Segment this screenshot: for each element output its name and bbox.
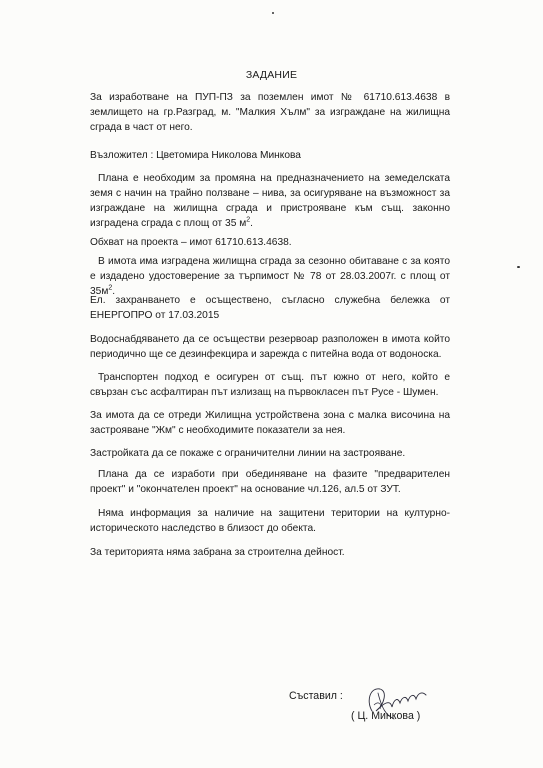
paragraph-buildup: Застройката да се покаже с ограничителни линии на застрояване. [90,448,406,459]
paragraph-existing-building-text: В имота има изградена жилищна сграда за сезонно обитаване с за която е издадено удостоверение за търпимост № 78 от 28.03.2007г. с площ от 35м [90,256,450,297]
area-period: . [112,286,116,297]
paragraph-need-text: Плана е необходим за промяна на предназначението на земеделската земя с начин на трайно ползване – нива, за осигуряване на възможност за изграждане на жилищна сграда и пристрояване към същ. законно изградена сграда с площ от 35 м [90,173,450,229]
paragraph-scope: Обхват на проекта – имот 61710.613.4638. [90,237,292,248]
paragraph-electricity: Ел. захранването е осъществено, съгласно служебна бележка от ЕНЕРГОПРО от 17.03.2015 [90,295,450,321]
area-superscript: 2 [246,216,251,224]
paragraph-restriction: За територията няма забрана за строителна дейност. [90,547,345,558]
area-period: . [250,218,253,229]
paragraph-zone: За имота да се отреди Жилищна устройствена зона с малка височина на застрояване "Жм" с необходимите показатели за нея. [90,410,450,436]
paragraph-water: Водоснабдяването да се осъществи резервоар разположен в имота който периодично ще се дезинфекцира и зарежда с питейна вода от водоноска. [90,334,450,360]
signature-name: ( Ц. Минкова ) [351,710,421,722]
paragraph-purpose: За изработване на ПУП-ПЗ за поземлен имот № 61710.613.4638 в землището на гр.Разград, м. "Малкия Хълм" за изграждане на жилищна сграда в част от него. [90,92,450,133]
signature-label: Съставил : [289,690,343,702]
paragraph-need [90,171,450,231]
paragraph-client: Възложител : Цветомира Николова Минкова [90,150,301,161]
paragraph-transport: Транспортен подход е осигурен от същ. път южно от него, който е свързан със асфалтиран път излизащ на първокласен път Русе - Шумен. [90,372,450,398]
paragraph-heritage: Няма информация за наличие на защитени територии на културно-историческото наследство в близост до обекта. [90,508,450,534]
paragraph-phases: Плана да се изработи при обединяване на фазите "предварителен проект" и "окончателен проект" на основание чл.126, ал.5 от ЗУТ. [90,469,450,495]
document-title: ЗАДАНИЕ [245,69,298,81]
scan-speck [272,12,274,14]
area-superscript: 2 [108,284,113,292]
scan-speck [517,266,520,268]
